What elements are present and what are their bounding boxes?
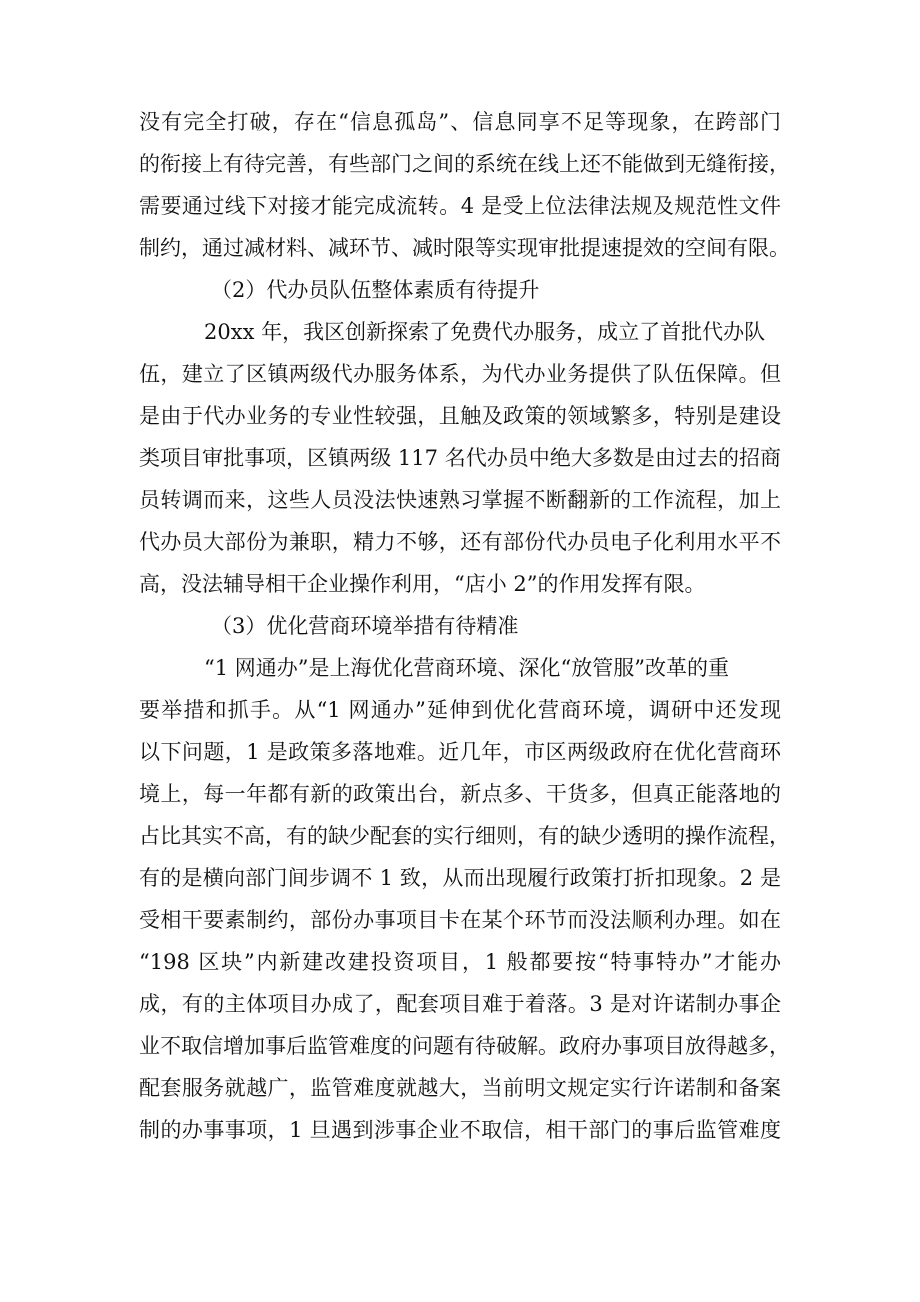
text-line: 类项目审批事项，区镇两级 117 名代办员中绝大多数是由过去的招商	[139, 446, 781, 470]
text-line: 员转调而来，这些人员没法快速熟习掌握不断翻新的工作流程，加上	[139, 488, 781, 512]
text-line: 成，有的主体项目办成了，配套项目难于着落。3 是对许诺制办事企	[139, 992, 781, 1016]
text-line: 配套服务就越广，监管难度就越大，当前明文规定实行许诺制和备案	[139, 1076, 781, 1100]
text-line: 以下问题，1 是政策多落地难。近几年，市区两级政府在优化营商环	[139, 740, 781, 764]
text-line: 要举措和抓手。从“1 网通办”延伸到优化营商环境，调研中还发现	[139, 698, 781, 722]
text-line: 需要通过线下对接才能完成流转。4 是受上位法律法规及规范性文件	[139, 194, 781, 218]
text-line: 制约，通过减材料、减环节、减时限等实现审批提速提效的空间有限。	[139, 236, 790, 260]
section-heading: （3）优化营商环境举措有待精准	[211, 614, 519, 638]
text-line: 受相干要素制约，部份办事项目卡在某个环节而没法顺利办理。如在	[139, 908, 781, 932]
paragraph-last-line: 高，没法辅导相干企业操作利用，“店小 2”的作用发挥有限。	[139, 572, 706, 596]
section-heading: （2）代办员队伍整体素质有待提升	[211, 278, 540, 302]
text-line: 是由于代办业务的专业性较强，且触及政策的领域繁多，特别是建设	[139, 404, 781, 428]
text-line: 业不取信增加事后监管难度的问题有待破解。政府办事项目放得越多，	[139, 1034, 790, 1058]
text-line: “198 区块”内新建改建投资项目，1 般都要按“特事特办”才能办	[139, 950, 781, 974]
text-line: 没有完全打破，存在“信息孤岛”、信息同享不足等现象，在跨部门	[139, 110, 781, 134]
paragraph-first-line: “1 网通办”是上海优化营商环境、深化“放管服”改革的重	[204, 656, 729, 680]
text-line: 代办员大部份为兼职，精力不够，还有部份代办员电子化利用水平不	[139, 530, 781, 554]
text-line: 的衔接上有待完善，有些部门之间的系统在线上还不能做到无缝衔接，	[139, 152, 790, 176]
text-line: 境上，每一年都有新的政策出台，新点多、干货多，但真正能落地的	[139, 782, 781, 806]
text-line: 制的办事事项，1 旦遇到涉事企业不取信，相干部门的事后监管难度	[139, 1118, 781, 1142]
document-body	[139, 101, 790, 1151]
text-line: 有的是横向部门间步调不 1 致，从而出现履行政策打折扣现象。2 是	[139, 866, 781, 890]
text-line: 伍，建立了区镇两级代办服务体系，为代办业务提供了队伍保障。但	[139, 362, 781, 386]
text-line: 占比其实不高，有的缺少配套的实行细则，有的缺少透明的操作流程，	[139, 824, 790, 848]
paragraph-first-line: 20xx 年，我区创新探索了免费代办服务，成立了首批代办队	[204, 320, 766, 344]
